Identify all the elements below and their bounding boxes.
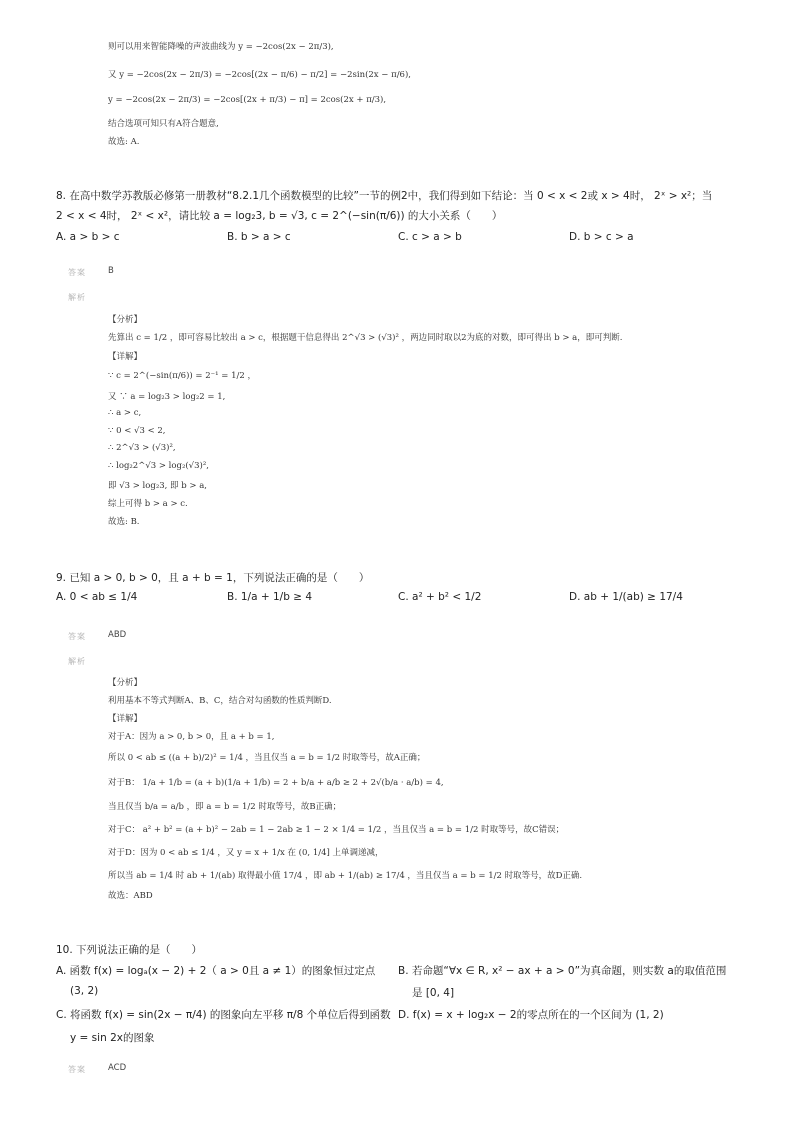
q9-option-a: A. 0 < ab ≤ 1/4 [56, 591, 138, 603]
q9-answer-tag: 答案 [68, 632, 86, 641]
q8-detail-line-5: ∴ 2^√3 > (√3)², [108, 443, 176, 453]
q8-detail-line-8: 综上可得 b > a > c. [108, 499, 188, 509]
q8-detail-line-7: 即 √3 > log₂3, 即 b > a, [108, 481, 207, 491]
q8-detail-line-2: 又 ∵ a = log₂3 > log₂2 = 1, [108, 392, 226, 402]
q8-option-d: D. b > c > a [569, 231, 634, 243]
q9-detail-heading: 【详解】 [108, 714, 143, 724]
q10-option-a-line-1: A. 函数 f(x) = logₐ(x − 2) + 2（ a > 0且 a ≠ 1）的图象恒过定点 [56, 965, 376, 977]
q8-detail-line-6: ∴ log₂2^√3 > log₂(√3)², [108, 461, 209, 471]
q8-analysis-text: 先算出 c = 1/2 ，即可容易比较出 a > c，根据题干信息得出 2^√3 > (√3)² ，两边同时取以2为底的对数，即可得出 b > a，即可判断. [108, 333, 623, 343]
q9-analysis-heading: 【分析】 [108, 678, 143, 688]
q9-detail-line-7: 所以当 ab = 1/4 时 ab + 1/(ab) 取得最小值 17/4 ，即 ab + 1/(ab) ≥ 17/4 ，当且仅当 a = b = 1/2 时取等号，故D正确. [108, 871, 583, 881]
q8-answer-tag: 答案 [68, 268, 86, 277]
q8-option-a: A. a > b > c [56, 231, 120, 243]
q9-option-c: C. a² + b² < 1/2 [398, 591, 482, 603]
q9-stem: 9. 已知 a > 0, b > 0，且 a + b = 1，下列说法正确的是（ ） [56, 572, 370, 584]
q8-detail-line-1: ∵ c = 2^(−sin(π/6)) = 2⁻¹ = 1/2 ， [108, 371, 256, 381]
q10-option-b-line-2: 是 [0, 4] [412, 987, 455, 999]
q9-detail-line-8: 故选：ABD [108, 891, 153, 901]
q10-option-a-line-2: (3, 2) [70, 985, 99, 997]
q9-option-b: B. 1/a + 1/b ≥ 4 [227, 591, 313, 603]
q9-answer: ABD [108, 630, 127, 640]
q9-analysis-tag: 解析 [68, 657, 86, 666]
q10-stem: 10. 下列说法正确的是（ ） [56, 944, 203, 956]
q9-option-d: D. ab + 1/(ab) ≥ 17/4 [569, 591, 683, 603]
q10-option-b-line-1: B. 若命题“∀x ∈ R, x² − ax + a > 0”为真命题，则实数 a的取值范围 [398, 965, 727, 977]
q9-detail-line-5: 对于C： a² + b² = (a + b)² − 2ab = 1 − 2ab ≥ 1 − 2 × 1/4 = 1/2 ，当且仅当 a = b = 1/2 时取等号，故C错误； [108, 825, 565, 835]
q9-detail-line-1: 对于A：因为 a > 0, b > 0，且 a + b = 1, [108, 732, 275, 742]
sol7-line-2: 又 y = −2cos(2x − 2π/3) = −2cos[(2x − π/6) − π/2] = −2sin(2x − π/6), [108, 70, 411, 80]
q8-detail-line-4: ∵ 0 < √3 < 2, [108, 426, 166, 436]
q9-detail-line-4: 当且仅当 b/a = a/b ，即 a = b = 1/2 时取等号，故B正确； [108, 802, 342, 812]
q10-option-c-line-1: C. 将函数 f(x) = sin(2x − π/4) 的图象向左平移 π/8 个单位后得到函数 [56, 1009, 391, 1021]
q8-option-b: B. b > a > c [227, 231, 291, 243]
q9-detail-line-3: 对于B： 1/a + 1/b = (a + b)(1/a + 1/b) = 2 + b/a + a/b ≥ 2 + 2√(b/a · a/b) = 4, [108, 778, 444, 788]
q10-option-c-line-2: y = sin 2x的图象 [70, 1032, 155, 1044]
q9-analysis-text: 利用基本不等式判断A、B、C，结合对勾函数的性质判断D. [108, 696, 332, 706]
q8-answer: B [108, 266, 114, 276]
sol7-line-4: 结合选项可知只有A符合题意, [108, 119, 219, 129]
q8-detail-line-9: 故选: B. [108, 517, 140, 527]
q10-option-d: D. f(x) = x + log₂x − 2的零点所在的一个区间为 (1, 2) [398, 1009, 664, 1021]
q8-analysis-tag: 解析 [68, 293, 86, 302]
q8-detail-heading: 【详解】 [108, 352, 143, 362]
sol7-line-3: y = −2cos(2x − 2π/3) = −2cos[(2x + π/3) − π] = 2cos(2x + π/3), [108, 95, 387, 105]
q8-detail-line-3: ∴ a > c, [108, 408, 142, 418]
q8-analysis-heading: 【分析】 [108, 315, 143, 325]
q9-detail-line-2: 所以 0 < ab ≤ ((a + b)/2)² = 1/4 ，当且仅当 a = b = 1/2 时取等号，故A正确； [108, 753, 426, 763]
sol7-line-5: 故选: A. [108, 137, 140, 147]
q10-answer: ACD [108, 1063, 127, 1073]
q9-detail-line-6: 对于D：因为 0 < ab ≤ 1/4 ，又 y = x + 1/x 在 (0, 1/4] 上单调递减， [108, 848, 384, 858]
q8-stem-line-2: 2 < x < 4时， 2ˣ < x²，请比较 a = log₂3, b = √3, c = 2^(−sin(π/6)) 的大小关系（ ） [56, 210, 503, 222]
q10-answer-tag: 答案 [68, 1065, 86, 1074]
sol7-line-1: 则可以用来智能降噪的声波曲线为 y = −2cos(2x − 2π/3), [108, 42, 334, 52]
q8-stem-line-1: 8. 在高中数学苏教版必修第一册教材“8.2.1几个函数模型的比较”一节的例2中，我们得到如下结论：当 0 < x < 2或 x > 4时， 2ˣ > x²；当 [56, 190, 713, 202]
q8-option-c: C. c > a > b [398, 231, 462, 243]
